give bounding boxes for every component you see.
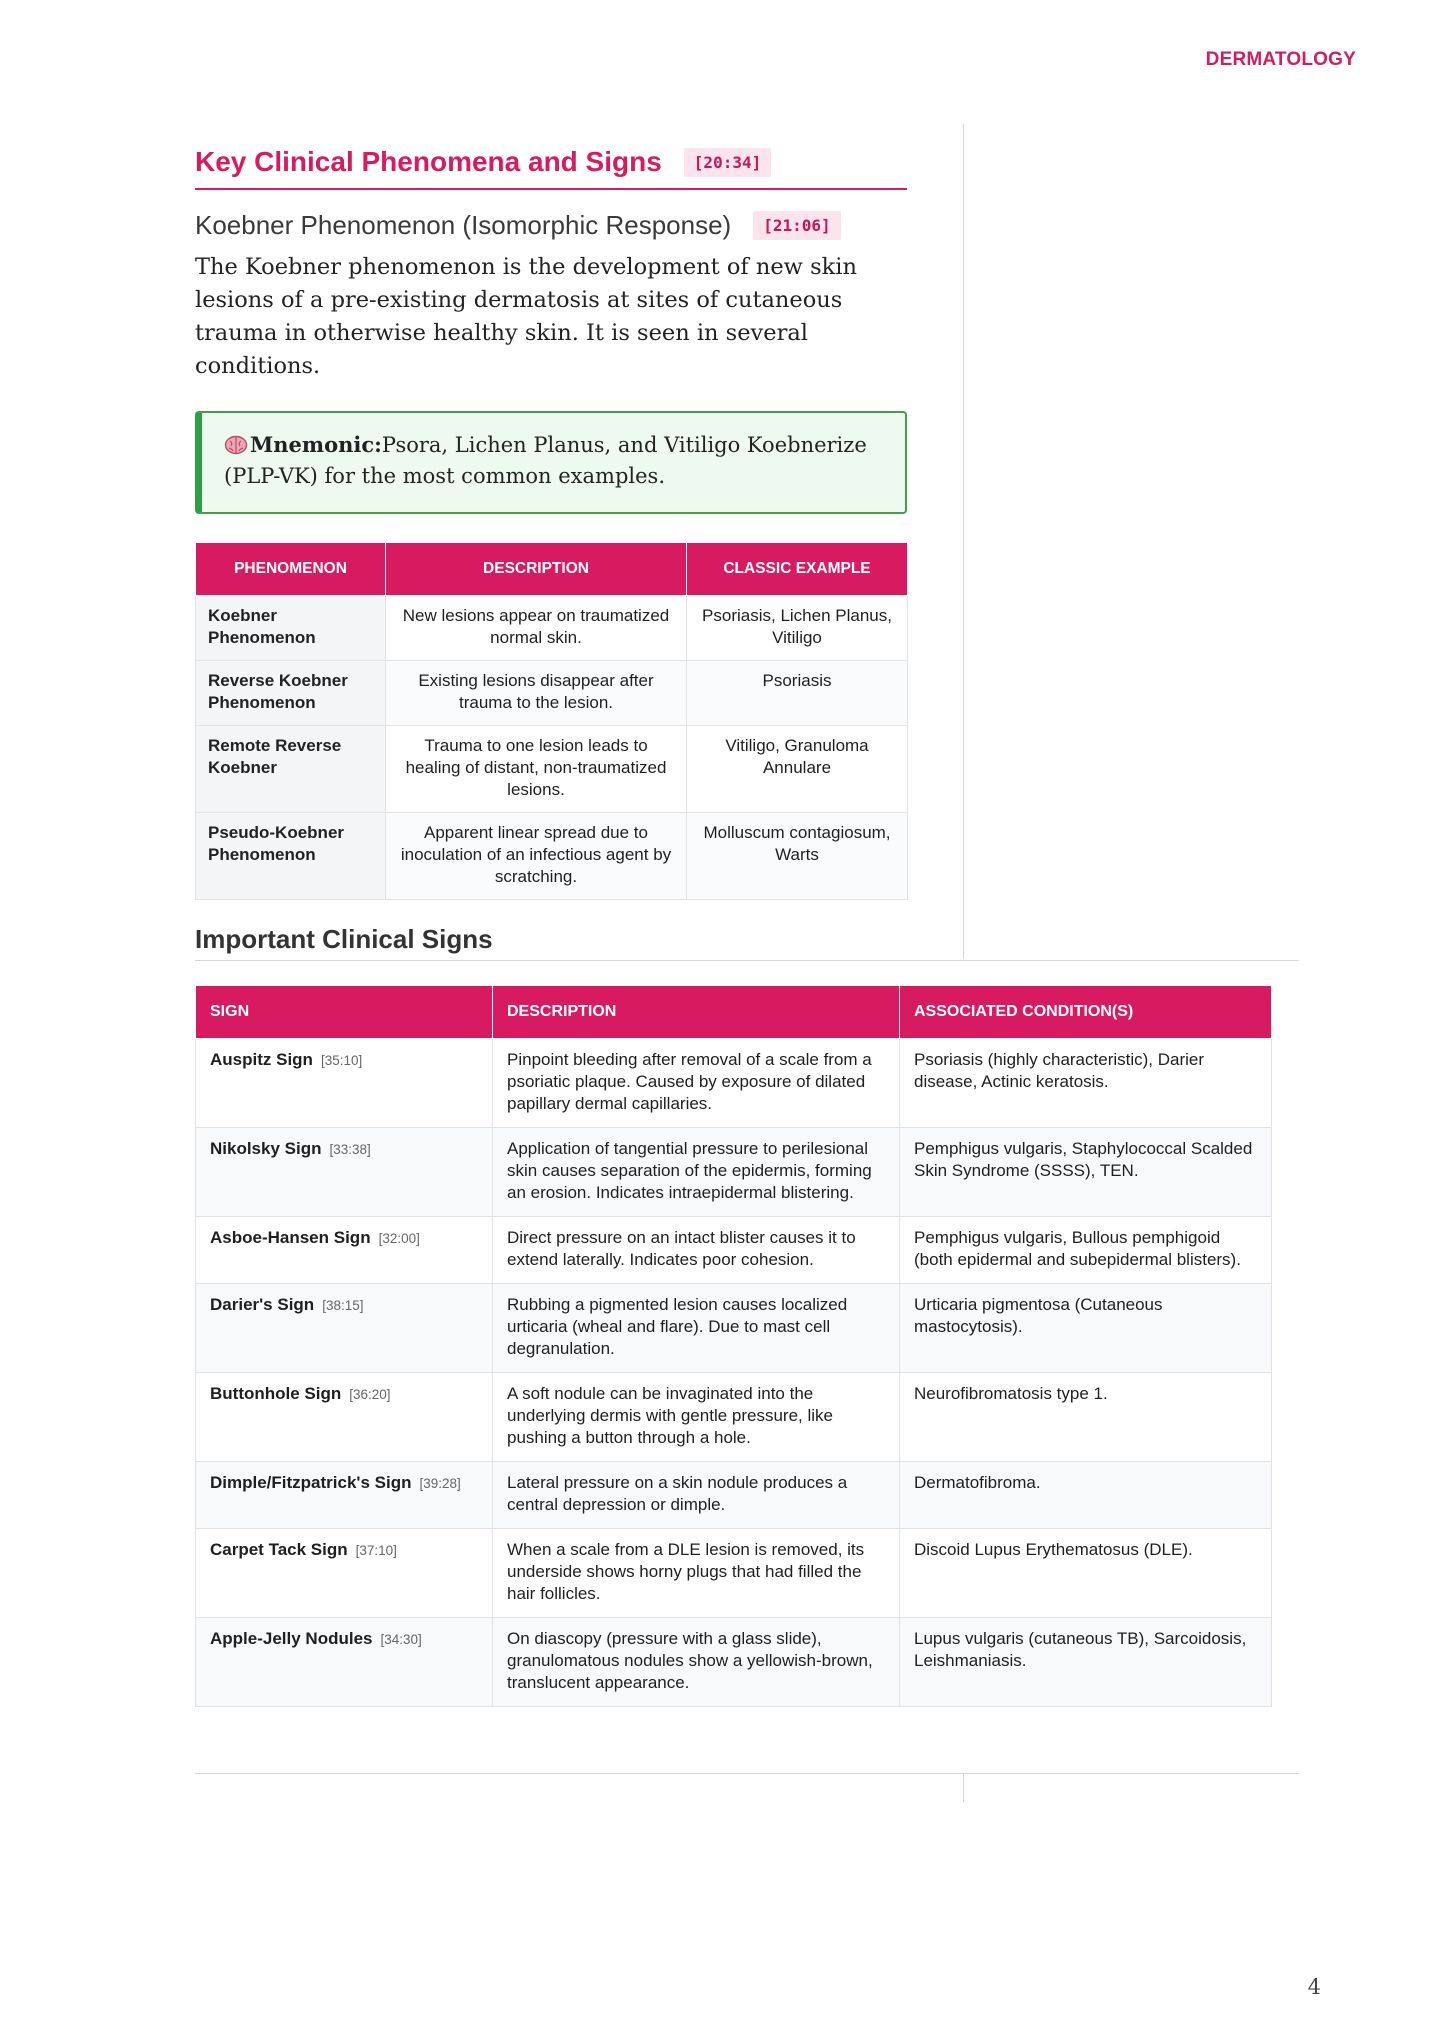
phenomenon-description: Existing lesions disappear after trauma to the lesion. [386, 661, 687, 726]
column-header: DESCRIPTION [493, 986, 900, 1039]
signs-table [195, 985, 1272, 1707]
section-header-tag: DERMATOLOGY [1205, 49, 1356, 70]
page-number: 4 [1307, 1975, 1321, 1999]
table-row [196, 726, 908, 813]
table-row [196, 661, 908, 726]
mnemonic-text: Psora, Lichen Planus, and Vitiligo Koebnerize (PLP-VK) for the most common examples. [224, 433, 867, 488]
sign-cell [196, 1217, 493, 1284]
column-header: SIGN [196, 986, 493, 1039]
phenomenon-example: Vitiligo, Granuloma Annulare [687, 726, 908, 813]
phenomenon-example: Psoriasis, Lichen Planus, Vitiligo [687, 596, 908, 661]
sign-name: Darier's Sign [210, 1295, 315, 1314]
sign-description: Pinpoint bleeding after removal of a scale from a psoriatic plaque. Caused by exposure of dilated papillary dermal capillaries. [493, 1039, 900, 1128]
sign-timestamp[interactable]: [37:10] [355, 1543, 397, 1558]
koebner-description: The Koebner phenomenon is the development of new skin lesions of a pre-existing dermatosis at sites of cutaneous trauma in otherwise healthy skin. It is seen in several conditions. [195, 254, 857, 379]
phenomenon-description: Apparent linear spread due to inoculation of an infectious agent by scratching. [386, 813, 687, 900]
table-row [196, 1284, 1272, 1373]
sign-cell [196, 1128, 493, 1217]
brain-icon [224, 433, 248, 453]
sign-conditions: Psoriasis (highly characteristic), Darier disease, Actinic keratosis. [900, 1039, 1272, 1128]
sign-conditions: Urticaria pigmentosa (Cutaneous mastocytosis). [900, 1284, 1272, 1373]
column-header: ASSOCIATED CONDITION(S) [900, 986, 1272, 1039]
koebner-heading [195, 210, 907, 241]
mnemonic-label: Mnemonic: [250, 432, 382, 457]
sign-timestamp[interactable]: [36:20] [349, 1387, 391, 1402]
sign-cell [196, 1529, 493, 1618]
table-row [196, 1618, 1272, 1707]
sign-name: Auspitz Sign [210, 1050, 313, 1069]
sign-description: Application of tangential pressure to perilesional skin causes separation of the epidermis, forming an erosion. Indicates intraepidermal blistering. [493, 1128, 900, 1217]
sign-cell [196, 1618, 493, 1707]
sign-conditions: Neurofibromatosis type 1. [900, 1373, 1272, 1462]
section-title: Key Clinical Phenomena and Signs [195, 146, 662, 177]
signs-heading: Important Clinical Signs [195, 924, 493, 954]
sign-description: Lateral pressure on a skin nodule produces a central depression or dimple. [493, 1462, 900, 1529]
column-divider [963, 1774, 964, 1802]
table-row [196, 1217, 1272, 1284]
sign-description: When a scale from a DLE lesion is removed, its underside shows horny plugs that had filled the hair follicles. [493, 1529, 900, 1618]
sign-name: Dimple/Fitzpatrick's Sign [210, 1473, 412, 1492]
sign-timestamp[interactable]: [38:15] [322, 1298, 364, 1313]
sign-conditions: Discoid Lupus Erythematosus (DLE). [900, 1529, 1272, 1618]
column-divider [963, 124, 964, 959]
timestamp-badge[interactable]: [21:06] [753, 211, 840, 240]
phenomenon-name: Koebner Phenomenon [196, 596, 386, 661]
sign-description: Rubbing a pigmented lesion causes localized urticaria (wheal and flare). Due to mast cell degranulation. [493, 1284, 900, 1373]
timestamp-badge[interactable]: [20:34] [684, 148, 771, 177]
sign-name: Nikolsky Sign [210, 1139, 322, 1158]
sign-description: On diascopy (pressure with a glass slide), granulomatous nodules show a yellowish-brown, translucent appearance. [493, 1618, 900, 1707]
phenomenon-example: Psoriasis [687, 661, 908, 726]
horizontal-rule [195, 1773, 1299, 1774]
sign-timestamp[interactable]: [34:30] [380, 1632, 422, 1647]
sign-name: Buttonhole Sign [210, 1384, 342, 1403]
column-header: DESCRIPTION [386, 543, 687, 596]
sign-conditions: Pemphigus vulgaris, Staphylococcal Scalded Skin Syndrome (SSSS), TEN. [900, 1128, 1272, 1217]
table-row [196, 1373, 1272, 1462]
phenomenon-name: Remote Reverse Koebner [196, 726, 386, 813]
section-heading [195, 146, 907, 190]
sign-cell [196, 1039, 493, 1128]
table-row [196, 1462, 1272, 1529]
sign-cell [196, 1462, 493, 1529]
sign-timestamp[interactable]: [39:28] [419, 1476, 461, 1491]
phenomenon-name: Reverse Koebner Phenomenon [196, 661, 386, 726]
phenomenon-name: Pseudo-Koebner Phenomenon [196, 813, 386, 900]
table-row [196, 1529, 1272, 1618]
mnemonic-callout [195, 411, 907, 514]
table-row [196, 1128, 1272, 1217]
sign-name: Carpet Tack Sign [210, 1540, 348, 1559]
sign-conditions: Dermatofibroma. [900, 1462, 1272, 1529]
column-header: PHENOMENON [196, 543, 386, 596]
sign-timestamp[interactable]: [35:10] [320, 1053, 363, 1068]
sign-conditions: Lupus vulgaris (cutaneous TB), Sarcoidosis, Leishmaniasis. [900, 1618, 1272, 1707]
sign-name: Apple-Jelly Nodules [210, 1629, 373, 1648]
table-row [196, 1039, 1272, 1128]
phenomena-table [195, 542, 908, 900]
left-column [195, 146, 907, 955]
table-row [196, 596, 908, 661]
phenomenon-example: Molluscum contagiosum, Warts [687, 813, 908, 900]
sign-description: A soft nodule can be invaginated into the underlying dermis with gentle pressure, like pushing a button through a hole. [493, 1373, 900, 1462]
sign-name: Asboe-Hansen Sign [210, 1228, 371, 1247]
horizontal-rule [195, 960, 1299, 961]
sign-conditions: Pemphigus vulgaris, Bullous pemphigoid (both epidermal and subepidermal blisters). [900, 1217, 1272, 1284]
sign-timestamp[interactable]: [33:38] [329, 1142, 371, 1157]
sign-timestamp[interactable]: [32:00] [378, 1231, 420, 1246]
phenomenon-description: Trauma to one lesion leads to healing of distant, non-traumatized lesions. [386, 726, 687, 813]
sign-cell [196, 1373, 493, 1462]
phenomenon-description: New lesions appear on traumatized normal skin. [386, 596, 687, 661]
sign-description: Direct pressure on an intact blister causes it to extend laterally. Indicates poor cohesion. [493, 1217, 900, 1284]
column-header: CLASSIC EXAMPLE [687, 543, 908, 596]
table-row [196, 813, 908, 900]
koebner-title: Koebner Phenomenon (Isomorphic Response) [195, 210, 732, 240]
sign-cell [196, 1284, 493, 1373]
